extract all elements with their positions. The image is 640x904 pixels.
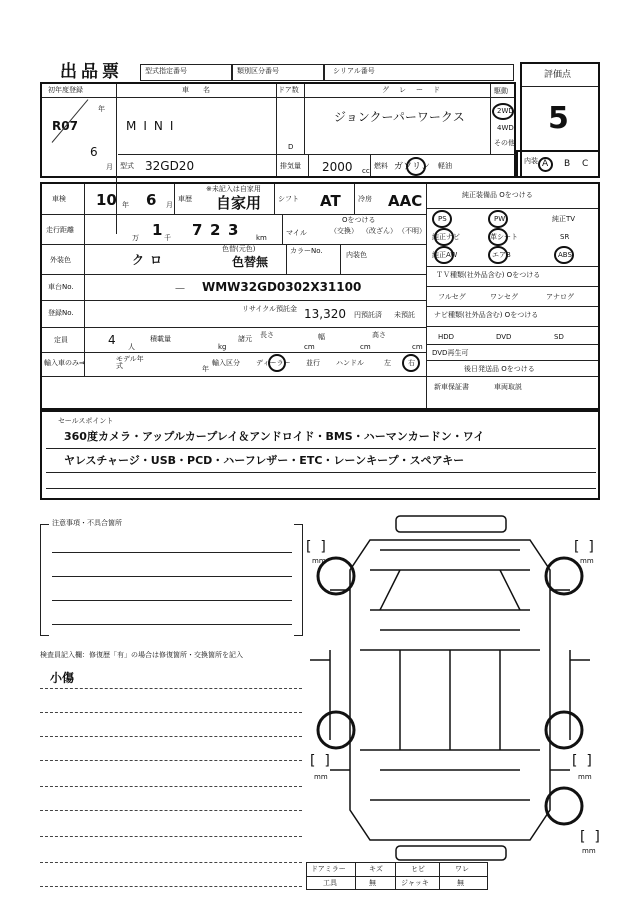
- category-cell: 類別区分番号: [232, 64, 324, 81]
- sales-points: セールスポイント 360度カメラ・アップルカープレイ＆アンドロイド・BMS・ハーマンカードン・ワイ ヤレスチャージ・USB・PCD・ハーフレザー・ETC・レーンキープ・スペアキー: [40, 410, 600, 500]
- interior-grade: 内装 A B C: [516, 150, 600, 178]
- score-value: 5: [548, 101, 569, 136]
- fuel-gasoline-circle: [406, 157, 426, 176]
- auction-sheet: 出品票 型式指定番号 類別区分番号 シリアル番号 評価点 5 初年度登録 R07 年 6 月 車名 MINI ドア数 D グレード ジョンクーパーワークス 駆動 2WD 4WD その他 型式 32GD20 排気量 2000 cc 燃料 ガソリン 軽油 内装 A B C 車検 10 年 6 月 車歴 ※未記入は自家用 自家用 シフト AT 冷房 AAC 走行距離 1 千 万 7 2 3 km マイル Oをつける （交換） （改ざん） （不明） 外装色 クロ 色替(元色) 色替無 カラーNo. 内装色 車台No. － WMW32GD0302X31100 登録No. リサイクル預託金 13,320 円預託済 未預託 定員 4 人 積載量 kg 諸元 長さ cm 幅 cm 高さ cm 輸入車のみ⇒ モデル年式 年 輸入区分 ディーラー 並行 ハンドル 左 右 純正装備品 Oをつける PS PW 純正TV 純正ナビ 革シート SR 純正AW エアB ABS ＴＶ種類(社外品含む) Oをつける フルセグ ワンセグ アナログ ナビ種類(社外品含む) Oをつける HDD DVD SD DVD再生可 後日発送品 Oをつける 新車保証書 車両取説 セールスポイント 360度カメラ・アップルカープレイ＆アンドロイド・BMS・ハーマンカードン・ワイ ヤレスチャージ・USB・PCD・ハーフレザー・ETC・レーンキープ・スペアキー 注意事項・不具合箇所 検査員記入欄：修復歴「有」の場合は修復箇所・交換箇所を記入 小傷 [ ] mm [ ] mm [ ] mm [ ] mm [ ] mm ドアミラー キズ ヒビ ワレ 工具 無 ジャッキ 無: [0, 0, 640, 904]
- car-name: MINI: [126, 119, 181, 133]
- serial-cell: シリアル番号: [324, 64, 514, 81]
- car-damage-diagram: [300, 510, 600, 870]
- drive-2wd-circle: [492, 103, 514, 120]
- row1: 初年度登録 R07 年 6 月 車名 MINI ドア数 D グレード ジョンクーパーワークス 駆動 2WD 4WD その他 型式 32GD20 排気量 2000 cc 燃料 ガソリン 軽油: [40, 82, 516, 178]
- inspector-note: 小傷: [50, 671, 75, 685]
- spec-table: 車検 10 年 6 月 車歴 ※未記入は自家用 自家用 シフト AT 冷房 AAC 走行距離 1 千 万 7 2 3 km マイル Oをつける （交換） （改ざん） （不明） 外装色 クロ 色替(元色) 色替無 カラーNo. 内装色 車台No. － WMW32GD0302X31100 登録No. リサイクル預託金 13,320 円預託済 未預託 定員 4 人 積載量 kg 諸元 長さ cm 幅 cm 高さ cm 輸入車のみ⇒ モデル年式 年 輸入区分 ディーラー 並行 ハンドル 左 右 純正装備品 Oをつける PS PW 純正TV 純正ナビ 革シート SR 純正AW エアB ABS ＴＶ種類(社外品含む) Oをつける フルセグ ワンセグ アナログ ナビ種類(社外品含む) Oをつける HDD DVD SD DVD再生可 後日発送品 Oをつける 新車保証書 車両取説: [40, 182, 600, 410]
- usage: 自家用: [216, 194, 262, 212]
- score-label: 評価点: [544, 70, 572, 80]
- type-cert-cell: 型式指定番号: [140, 64, 232, 81]
- equipment-grid: PS PW 純正TV 純正ナビ 革シート SR 純正AW エアB ABS: [428, 210, 598, 264]
- sheet-title: 出品票: [60, 62, 123, 82]
- grade: ジョンクーパーワークス: [334, 110, 465, 124]
- model-code: 32GD20: [145, 159, 195, 173]
- inspector-label: 検査員記入欄：修復歴「有」の場合は修復箇所・交換箇所を記入: [40, 651, 243, 659]
- notes-label: 注意事項・不具合箇所: [52, 519, 122, 527]
- chassis-number: WMW32GD0302X31100: [202, 280, 362, 294]
- legend-table: ドアミラー キズ ヒビ ワレ 工具 無 ジャッキ 無: [306, 862, 488, 890]
